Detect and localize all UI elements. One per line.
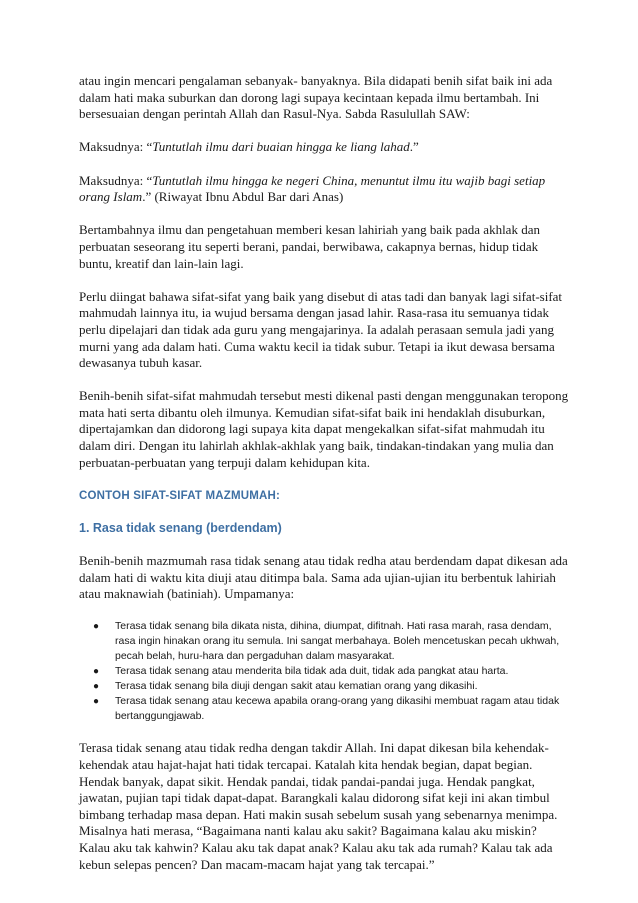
example-bullet-list bbox=[79, 619, 569, 724]
subsection-heading: 1. Rasa tidak senang (berdendam) bbox=[79, 521, 282, 536]
hadith-2-prefix: Maksudnya: “ bbox=[79, 172, 153, 188]
paragraph-innate-traits: Perlu diingat bahawa sifat-sifat yang baik yang disebut di atas tadi dan banyak lagi sifat-sifat mahmudah lainnya itu, ia wujud bersama dengan jasad lahir. Rasa-rasa itu semuanya tidak perlu dipelajari dan tidak ada guru yang mengajarinya. Ia adalah perasaan semula jadi yang murni yang ada dalam hati. Cuma waktu kecil ia tidak subur. Tetapi ia ikut dewasa bersama dewasanya tubuh kasar. bbox=[79, 288, 563, 371]
paragraph-knowledge: Bertambahnya ilmu dan pengetahuan memberi kesan lahiriah yang baik pada akhlak dan perbuatan seseorang itu seperti berani, pandai, berwibawa, cakapnya bernas, hidup tidak buntu, kreatif dan lain-lain lagi. bbox=[79, 222, 540, 271]
bullet-icon: ● bbox=[93, 621, 100, 633]
bullet-icon: ● bbox=[93, 696, 100, 708]
hadith-1-suffix: .” bbox=[409, 139, 419, 155]
list-item-text: Terasa tidak senang bila diuji dengan sakit atau kematian orang yang dikasihi. bbox=[115, 680, 478, 693]
paragraph-hadith-2 bbox=[79, 173, 569, 206]
section-heading: CONTOH SIFAT-SIFAT MAZMUMAH: bbox=[79, 489, 281, 502]
list-item-text: Terasa tidak senang bila dikata nista, dihina, diumpat, difitnah. Hati rasa marah, rasa dendam, rasa ingin hinakan orang itu semula. Ini sangat merbahaya. Boleh mencetuskan pecah ukhwah, pecah belah, huru-hara dan pergaduhan dalam masyarakat. bbox=[115, 620, 560, 663]
list-item bbox=[79, 679, 569, 694]
hadith-2-quote: Tuntutlah ilmu hingga ke negeri China, menuntut ilmu itu wajib bagi setiap orang Islam bbox=[79, 172, 546, 205]
list-item bbox=[79, 694, 569, 724]
bullet-icon: ● bbox=[93, 681, 100, 693]
hadith-1-prefix: Maksudnya: “ bbox=[79, 139, 153, 155]
list-item-text: Terasa tidak senang atau menderita bila tidak ada duit, tidak ada pangkat atau harta. bbox=[115, 665, 509, 678]
hadith-2-suffix: .” (Riwayat Ibnu Abdul Bar dari Anas) bbox=[142, 189, 344, 205]
list-item-text: Terasa tidak senang atau kecewa apabila orang-orang yang dikasihi membuat ragam atau tidak bertanggungjawab. bbox=[115, 695, 560, 723]
document-page bbox=[79, 73, 569, 890]
list-item bbox=[79, 664, 569, 679]
list-item bbox=[79, 619, 569, 664]
hadith-1-quote: Tuntutlah ilmu dari buaian hingga ke liang lahad bbox=[152, 139, 410, 155]
paragraph-takdir: Terasa tidak senang atau tidak redha dengan takdir Allah. Ini dapat dikesan bila kehendak-kehendak atau hajat-hajat hati tidak tercapai. Katalah kita hendak begian, dapat begian. Hendak banyak, dapat sikit. Hendak pandai, tidak pandai-pandai juga. Hendak pangkat, jawatan, pujian tapi tidak dapat-dapat. Barangkali kalau didorong sifat keji ini akan timbul bimbang terhadap masa depan. Hati makin susah sebelum susah yang sebenarnya menimpa. Misalnya hati merasa, “Bagaimana nanti kalau aku sakit? Bagaimana kalau aku miskin? Kalau aku tak kahwin? Kalau aku tak dapat anak? Kalau aku tak ada rumah? Kalau tak ada kebun selepas pencen? Dan macam-macam hajat yang tak tercapai.” bbox=[79, 740, 558, 872]
paragraph-nurture-traits: Benih-benih sifat-sifat mahmudah tersebut mesti dikenal pasti dengan menggunakan teropong mata hati serta dibantu oleh ilmunya. Kemudian sifat-sifat baik ini hendaklah disuburkan, dipertajamkan dan didorong lagi supaya kita dapat mengekalkan sifat-sifat mahmudah itu dalam diri. Dengan itu lahirlah akhlak-akhlak yang baik, tindakan-tindakan yang mulia dan perbuatan-perbuatan yang terpuji dalam kehidupan kita. bbox=[79, 388, 569, 470]
paragraph-intro: atau ingin mencari pengalaman sebanyak- banyaknya. Bila didapati benih sifat baik ini ada dalam hati maka suburkan dan dorong lagi supaya kecintaan kepada ilmu bertambah. Ini bersesuaian dengan perintah Allah dan Rasul-Nya. Sabda Rasulullah SAW: bbox=[79, 73, 553, 122]
paragraph-hadith-1 bbox=[79, 139, 569, 156]
paragraph-mazmumah-intro: Benih-benih mazmumah rasa tidak senang atau tidak redha atau berdendam dapat dikesan ada dalam hati di waktu kita diuji atau ditimpa bala. Sama ada ujian-ujian itu berbentuk lahiriah atau maknawiah (batiniah). Umpamanya: bbox=[79, 553, 568, 602]
bullet-icon: ● bbox=[93, 666, 100, 678]
